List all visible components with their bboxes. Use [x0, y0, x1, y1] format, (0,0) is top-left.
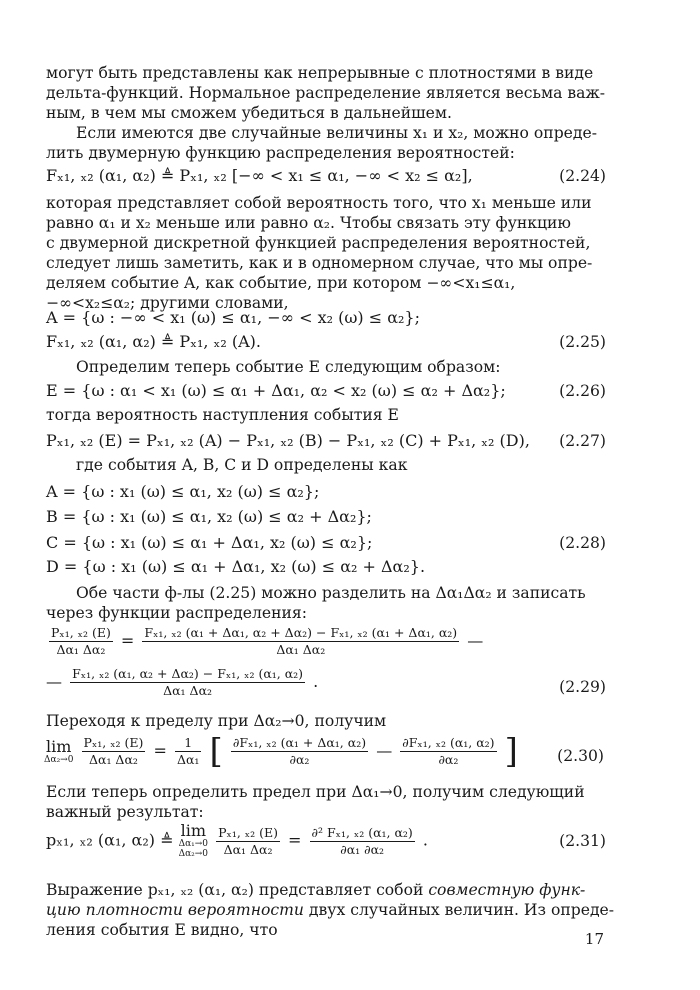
text-line: важный результат:	[46, 803, 204, 821]
text-line: Если имеются две случайные величины x₁ и x₂, можно опреде-	[76, 124, 597, 142]
fraction: $\frac{\text{Pₓ₁, ₓ₂ (E)}}{\text{Δα₁ Δα₂}}$	[51, 625, 111, 657]
equation-number: (2.28)	[559, 534, 606, 552]
text-line: Обе части ф-лы (2.25) можно разделить на Δα₁Δα₂ и записать	[76, 584, 586, 602]
formula-2-25-b: Fₓ₁, ₓ₂ (α₁, α₂) ≜ Pₓ₁, ₓ₂ (A).	[46, 332, 261, 351]
equation-number: (2.29)	[559, 678, 606, 696]
equation-number: (2.26)	[559, 382, 606, 400]
text-line: −∞<x₂≤α₂; другими словами,	[46, 294, 289, 312]
formula-2-28-d: D = {ω : x₁ (ω) ≤ α₁ + Δα₁, x₂ (ω) ≤ α₂ + Δα₂}.	[46, 557, 426, 576]
formula-2-28-b: B = {ω : x₁ (ω) ≤ α₁, x₂ (ω) ≤ α₂ + Δα₂};	[46, 507, 372, 526]
text-line: Если теперь определить предел при Δα₁→0, получим следующий	[46, 783, 585, 801]
text-line: равно α₁ и x₂ меньше или равно α₂. Чтобы связать эту функцию	[46, 214, 572, 232]
formula-2-29-line2: — $\frac{\text{Fₓ₁, ₓ₂ (α₁, α₂ + Δα₂) − Fₓ₁, ₓ₂ (α₁, α₂)}}{\text{Δα₁ Δα₂}}$ .	[46, 666, 319, 698]
formula-2-30: lim Δα₂→0 $\frac{\text{Pₓ₁, ₓ₂ (E)}}{\text{Δα₁ Δα₂}}$ = $\frac{1}{\text{Δα₁}}$ [ $\frac{\text{∂Fₓ₁, ₓ₂ (α₁ + Δα₁, α₂)}}{\text{∂α₂}}$ — $\frac{\text{∂Fₓ₁, ₓ₂ (α₁, α₂)}}{\text{∂α₂}}$ ]	[44, 731, 518, 772]
formula-2-28-a: A = {ω : x₁ (ω) ≤ α₁, x₂ (ω) ≤ α₂};	[46, 482, 320, 501]
text-line: ным, в чем мы сможем убедиться в дальнейшем.	[46, 104, 452, 122]
text-line: где события A, B, C и D определены как	[76, 456, 408, 474]
fraction: $\frac{\text{Pₓ₁, ₓ₂ (E)}}{\text{Δα₁ Δα₂}}$	[218, 824, 278, 857]
text-line: могут быть представлены как непрерывные с плотностями в виде	[46, 64, 594, 82]
formula-2-25-a: A = {ω : −∞ < x₁ (ω) ≤ α₁, −∞ < x₂ (ω) ≤ α₂};	[46, 308, 420, 327]
text-line: с двумерной дискретной функцией распределения вероятностей,	[46, 234, 591, 252]
formula-2-28-c: C = {ω : x₁ (ω) ≤ α₁ + Δα₁, x₂ (ω) ≤ α₂};	[46, 533, 373, 552]
equation-number: (2.24)	[559, 167, 606, 185]
fraction: $\frac{\text{∂Fₓ₁, ₓ₂ (α₁, α₂)}}{\text{∂α₂}}$	[402, 735, 495, 767]
text-line: деляем событие A, как событие, при котором −∞<x₁≤α₁,	[46, 274, 516, 292]
text-line: Выражение pₓ₁, ₓ₂ (α₁, α₂) представляет собой совместную функ-	[46, 881, 586, 899]
text-line: следует лишь заметить, как и в одномерном случае, что мы опре-	[46, 254, 593, 272]
text-line: через функции распределения:	[46, 604, 307, 622]
formula-2-29-line1: $\frac{\text{Pₓ₁, ₓ₂ (E)}}{\text{Δα₁ Δα₂}}$ = $\frac{\text{Fₓ₁, ₓ₂ (α₁ + Δα₁, α₂ + Δα₂) − Fₓ₁, ₓ₂ (α₁ + Δα₁, α₂)}}{\text{Δα₁ Δα₂}}$ —	[51, 625, 484, 657]
left-bracket: [	[209, 731, 223, 772]
fraction: $\frac{\text{∂Fₓ₁, ₓ₂ (α₁ + Δα₁, α₂)}}{\text{∂α₂}}$	[232, 735, 367, 767]
formula-2-31: pₓ₁, ₓ₂ (α₁, α₂) ≜ lim Δα₁→0 Δα₂→0 $\frac{\text{Pₓ₁, ₓ₂ (E)}}{\text{Δα₁ Δα₂}}$ = $\frac{\text{∂² Fₓ₁, ₓ₂ (α₁, α₂)}}{\text{∂α₁ ∂α₂}}$ .	[46, 821, 428, 859]
equation-number: (2.30)	[557, 747, 604, 765]
fraction: $\frac{\text{Fₓ₁, ₓ₂ (α₁, α₂ + Δα₂) − Fₓ₁, ₓ₂ (α₁, α₂)}}{\text{Δα₁ Δα₂}}$	[72, 666, 304, 698]
equation-number: (2.27)	[559, 432, 606, 450]
text-line: цию плотности вероятности двух случайных величин. Из опреде-	[46, 901, 615, 919]
formula-2-27: Pₓ₁, ₓ₂ (E) = Pₓ₁, ₓ₂ (A) − Pₓ₁, ₓ₂ (B) − Pₓ₁, ₓ₂ (C) + Pₓ₁, ₓ₂ (D),	[46, 431, 530, 450]
text-line: Переходя к пределу при Δα₂→0, получим	[46, 712, 387, 730]
text-line: дельта-функций. Нормальное распределение является весьма важ-	[46, 84, 606, 102]
page-number: 17	[584, 930, 604, 948]
fraction: $\frac{\text{Fₓ₁, ₓ₂ (α₁ + Δα₁, α₂ + Δα₂) − Fₓ₁, ₓ₂ (α₁ + Δα₁, α₂)}}{\text{Δα₁ Δα₂}}$	[144, 625, 458, 657]
formula-2-24: Fₓ₁, ₓ₂ (α₁, α₂) ≜ Pₓ₁, ₓ₂ [−∞ < x₁ ≤ α₁, −∞ < x₂ ≤ α₂],	[46, 166, 473, 185]
fraction: $\frac{1}{\text{Δα₁}}$	[176, 735, 200, 767]
equation-number: (2.25)	[559, 333, 606, 351]
text-line: лить двумерную функцию распределения вероятностей:	[46, 144, 515, 162]
text-line: тогда вероятность наступления события E	[46, 406, 399, 424]
right-bracket: ]	[504, 731, 518, 772]
fraction: $\frac{\text{∂² Fₓ₁, ₓ₂ (α₁, α₂)}}{\text{∂α₁ ∂α₂}}$	[311, 824, 413, 857]
text-line: Определим теперь событие E следующим образом:	[76, 358, 501, 376]
equation-number: (2.31)	[559, 832, 606, 850]
text-line: которая представляет собой вероятность того, что x₁ меньше или	[46, 194, 592, 212]
formula-2-26: E = {ω : α₁ < x₁ (ω) ≤ α₁ + Δα₁, α₂ < x₂ (ω) ≤ α₂ + Δα₂};	[46, 381, 506, 400]
text-line: ления события E видно, что	[46, 921, 278, 939]
fraction: $\frac{\text{Pₓ₁, ₓ₂ (E)}}{\text{Δα₁ Δα₂}}$	[83, 735, 144, 767]
